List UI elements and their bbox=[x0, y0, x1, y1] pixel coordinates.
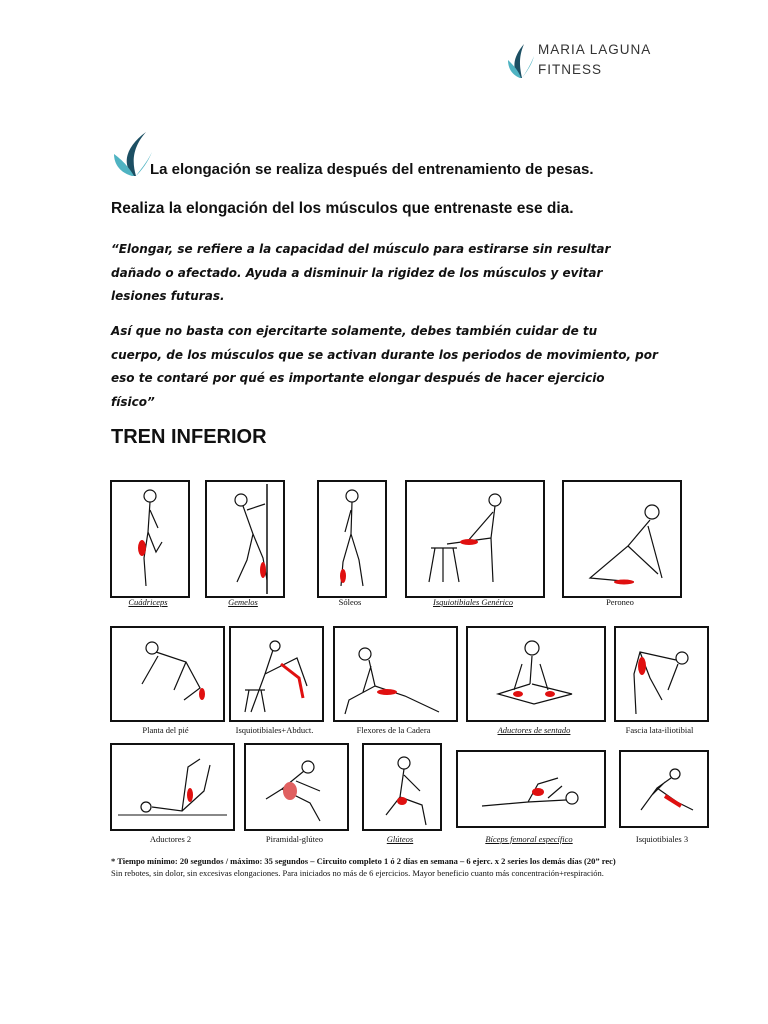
exercise-card bbox=[466, 626, 606, 736]
quote-line: dañado o afectado. Ayuda a disminuir la rigidez de los músculos y evitar bbox=[111, 265, 603, 280]
exercise-illustration bbox=[317, 480, 387, 598]
figure-icon bbox=[112, 482, 188, 596]
figure-icon bbox=[207, 482, 283, 596]
exercise-card bbox=[110, 626, 225, 736]
section-title: TREN INFERIOR bbox=[111, 426, 267, 448]
brand-name: MARIA LAGUNA bbox=[538, 42, 652, 57]
exercise-label: Glúteos bbox=[386, 834, 414, 844]
exercise-card bbox=[244, 743, 349, 853]
leaf-logo-icon bbox=[506, 40, 536, 80]
figure-icon bbox=[458, 752, 604, 826]
exercise-card bbox=[110, 480, 190, 607]
exercise-label: Piramidal-glúteo bbox=[265, 834, 324, 844]
exercise-label: Aductores de sentado bbox=[497, 725, 571, 735]
exercise-illustration bbox=[466, 626, 606, 722]
exercise-label: Sóleos bbox=[338, 597, 362, 607]
exercise-label: Isquiotibiales 3 bbox=[635, 834, 689, 844]
leaf-icon bbox=[110, 130, 154, 178]
quote-line: lesiones futuras. bbox=[111, 289, 225, 303]
exercise-illustration bbox=[362, 743, 442, 831]
figure-icon bbox=[364, 745, 440, 829]
exercise-card bbox=[362, 743, 442, 853]
exercise-illustration bbox=[619, 750, 709, 828]
quote-line: cuerpo, de los músculos que se activan durante los periodos de movimiento, por bbox=[111, 347, 658, 362]
figure-icon bbox=[616, 628, 707, 720]
intro-line-1: La elongación se realiza después del entrenamiento de pesas. bbox=[150, 161, 594, 178]
exercise-card bbox=[405, 480, 545, 607]
figure-icon bbox=[319, 482, 385, 596]
exercise-label: Isquiotibiales+Abduct. bbox=[235, 725, 314, 735]
exercise-illustration bbox=[405, 480, 545, 598]
figure-icon bbox=[468, 628, 604, 720]
brand-logo bbox=[506, 40, 706, 80]
exercise-label: Flexores de la Cadera bbox=[356, 725, 431, 735]
exercise-card bbox=[317, 480, 387, 607]
exercise-illustration bbox=[244, 743, 349, 831]
exercise-label: Fascia lata-iliotibial bbox=[625, 725, 694, 735]
exercise-card bbox=[619, 750, 709, 853]
quote-line: físico” bbox=[111, 394, 155, 409]
figure-icon bbox=[621, 752, 707, 826]
exercise-illustration bbox=[456, 750, 606, 828]
exercise-illustration bbox=[562, 480, 682, 598]
exercise-illustration bbox=[333, 626, 458, 722]
quote-paragraph-1 bbox=[111, 238, 671, 309]
exercise-card bbox=[333, 626, 458, 736]
figure-icon bbox=[407, 482, 543, 596]
exercise-label: Cuádriceps bbox=[128, 597, 168, 607]
exercise-label: Isquiotibiales Genérico bbox=[432, 597, 514, 607]
intro-line-2: Realiza la elongación del los músculos que entrenaste ese dia. bbox=[111, 200, 574, 217]
exercise-illustration bbox=[110, 480, 190, 598]
exercise-illustration bbox=[110, 743, 235, 831]
figure-icon bbox=[112, 745, 233, 829]
quote-paragraph-2 bbox=[111, 320, 671, 414]
figure-icon bbox=[231, 628, 322, 720]
footer-note-2: Sin rebotes, sin dolor, sin excesivas elongaciones. Para iniciados no más de 6 ejercicios. Mayor beneficio cuanto más concentración+respiración. bbox=[111, 868, 604, 878]
exercise-label: Gemelos bbox=[228, 597, 258, 607]
exercise-card bbox=[614, 626, 709, 736]
exercise-label: Aductores 2 bbox=[149, 834, 192, 844]
exercise-card bbox=[110, 743, 235, 853]
exercise-illustration bbox=[205, 480, 285, 598]
exercise-card bbox=[229, 626, 324, 736]
exercise-card bbox=[205, 480, 285, 607]
exercise-label: Bíceps femoral específico bbox=[485, 834, 573, 844]
exercise-label: Planta del pié bbox=[142, 725, 189, 735]
exercise-illustration bbox=[614, 626, 709, 722]
figure-icon bbox=[246, 745, 347, 829]
exercise-illustration bbox=[229, 626, 324, 722]
exercise-card bbox=[456, 750, 606, 853]
exercise-label: Peroneo bbox=[606, 597, 634, 607]
exercise-illustration bbox=[110, 626, 225, 722]
footer-note-1: * Tiempo mínimo: 20 segundos / máximo: 35 segundos – Circuito completo 1 ó 2 días en semana – 6 ejerc. x 2 series los demás días (20” rec) bbox=[111, 856, 616, 866]
brand-subtitle: FITNESS bbox=[538, 62, 603, 77]
figure-icon bbox=[335, 628, 456, 720]
exercise-card bbox=[562, 480, 682, 607]
quote-line: “Elongar, se refiere a la capacidad del músculo para estirarse sin resultar bbox=[111, 242, 611, 256]
figure-icon bbox=[112, 628, 223, 720]
quote-line: Así que no basta con ejercitarte solamente, debes también cuidar de tu bbox=[111, 324, 598, 338]
quote-line: eso te contaré por qué es importante elongar después de hacer ejercicio bbox=[111, 371, 605, 385]
figure-icon bbox=[564, 482, 680, 596]
